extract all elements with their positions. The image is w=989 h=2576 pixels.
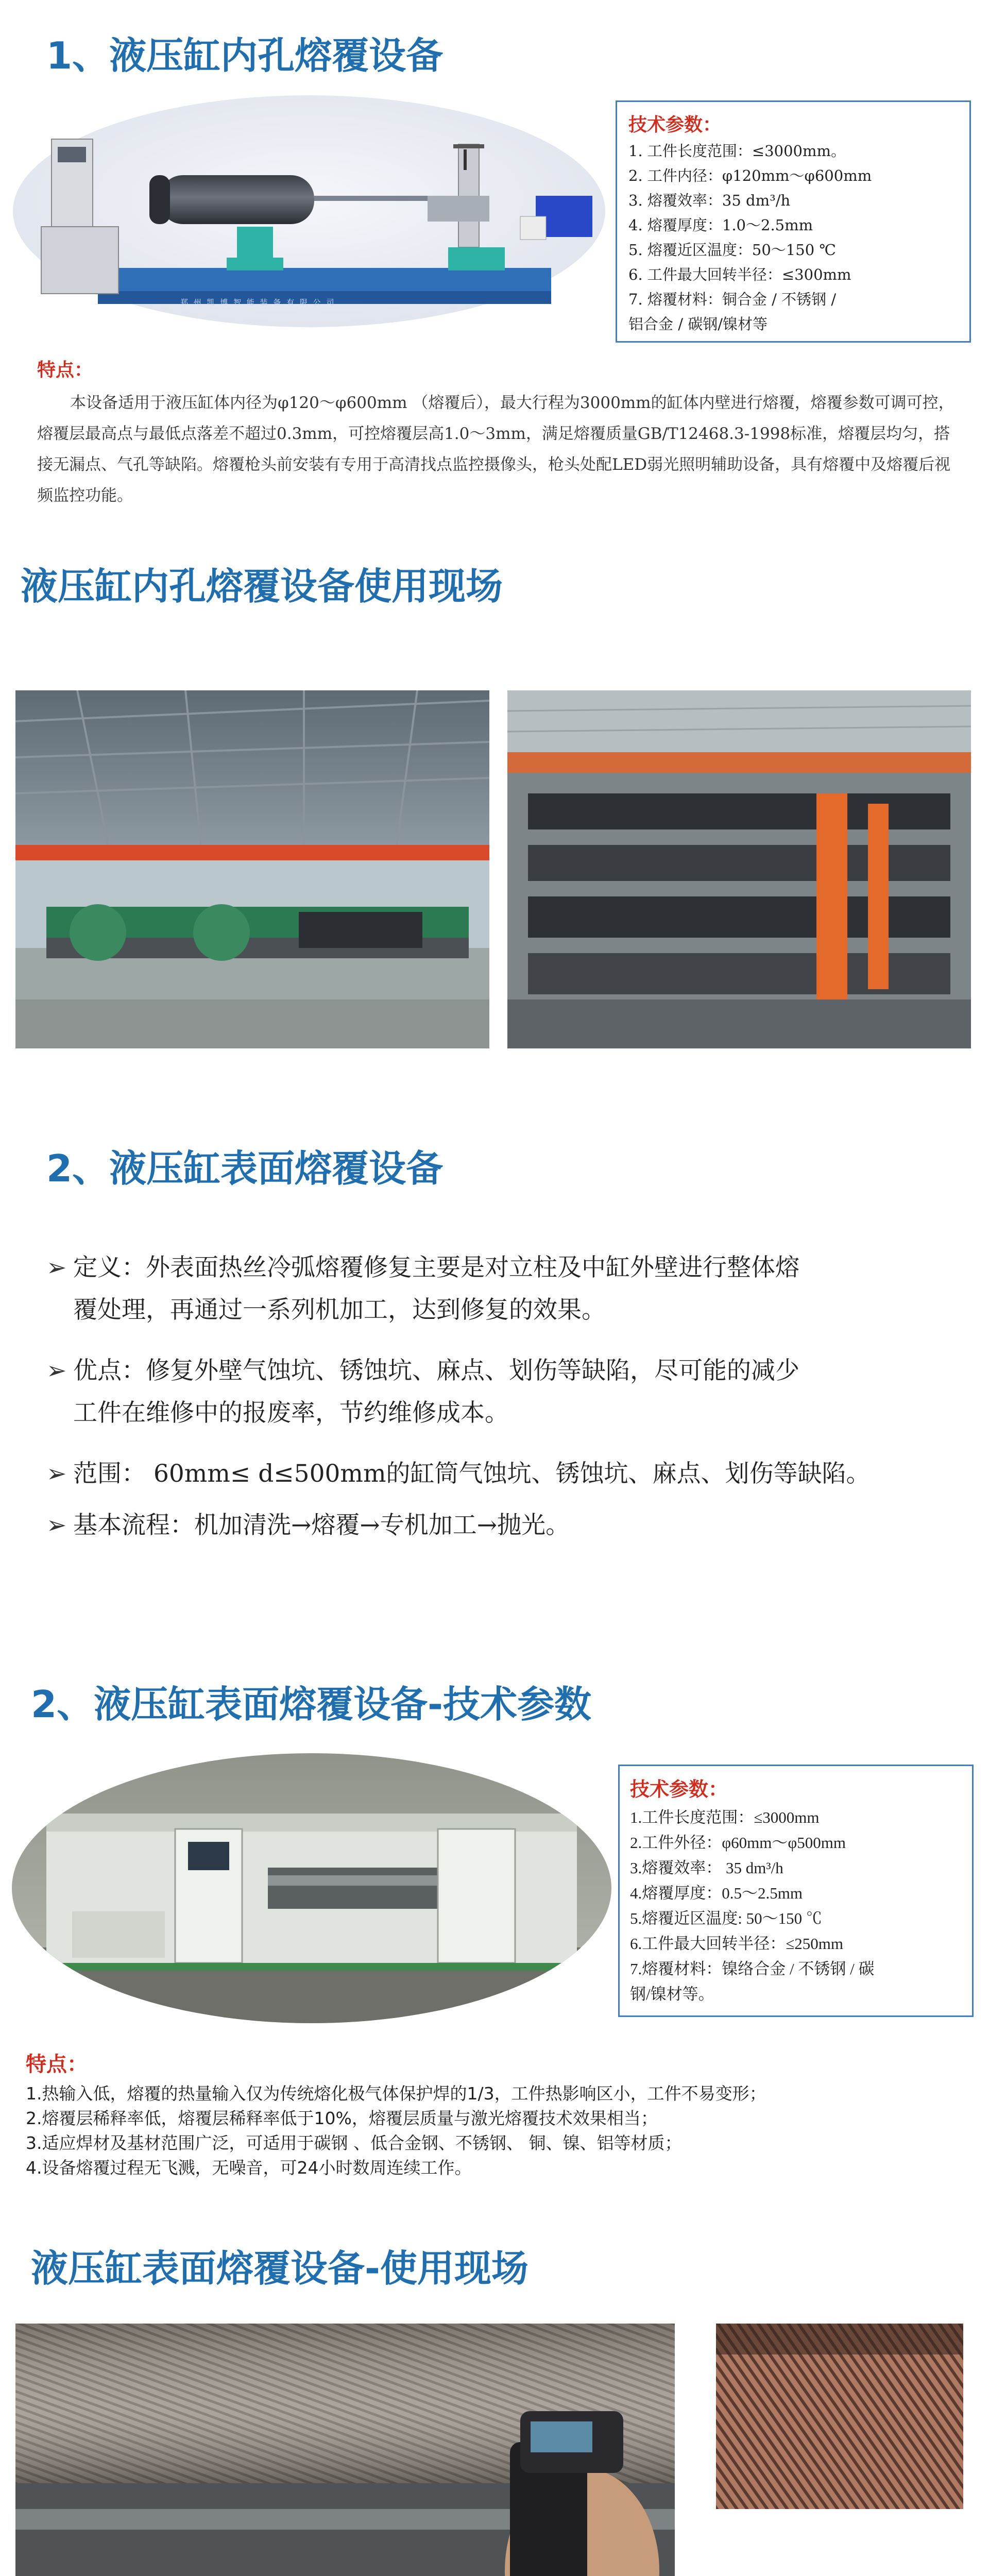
range-bullet <box>46 1453 958 1495</box>
site2-photo-main <box>15 2324 675 2576</box>
bullet-arrow-icon: ➢ <box>46 1460 67 1488</box>
bullet-head: 优点： <box>73 1357 146 1385</box>
feature-item: 3.适应焊材及基材范围广泛，可适用于碳钢 、低合金钢、不锈钢、 铜、镍、铝等材质； <box>26 2133 682 2153</box>
feature-item: 1.热输入低，熔覆的热量输入仅为传统熔化极气体保护焊的1/3，工件热影响区小，工件不易变形； <box>26 2083 766 2104</box>
bullet-text-line2: 覆处理，再通过一系列机加工，达到修复的效果。 <box>73 1296 606 1324</box>
param-line: 5.熔覆近区温度: 50～150 ℃ <box>630 1909 822 1927</box>
site1-photo-left <box>15 690 489 1048</box>
section2-title: 2、液压缸表面熔覆设备 <box>46 1147 444 1190</box>
bullet-text: 机加清洗→熔覆→专机加工→抛光。 <box>194 1511 570 1539</box>
params-title: 技术参数： <box>630 1778 728 1801</box>
param-line: 7.熔覆材料：镍络合金 / 不锈钢 / 碳 <box>630 1960 875 1978</box>
feature-item: 2.熔覆层稀释率低，熔覆层稀释率低于10%，熔覆层质量与激光熔覆技术效果相当； <box>26 2108 658 2128</box>
bullet-text-line2: 工件在维修中的报废率，节约维修成本。 <box>73 1399 509 1427</box>
param-line: 3.熔覆效率： 35 dm³/h <box>630 1859 783 1877</box>
definition-bullet <box>46 1247 958 1331</box>
section3-title: 2、液压缸表面熔覆设备-技术参数 <box>31 1683 591 1726</box>
section1-features-text: 本设备适用于液压缸体内径为φ120～φ600mm （熔覆后），最大行程为3000mm的缸体内壁进行熔覆，熔覆参数可调可控，熔覆层最高点与最低点落差不超过0.3mm，可控熔覆层高1.0～3mm，满足熔覆质量GB/T12468.3-1998标准，熔覆层均匀，搭接无漏点、气孔等缺陷。熔覆枪头前安装有专用于高清找点监控摄像头，枪头处配LED弱光照明辅助设备，具有熔覆中及熔覆后视频监控功能。 <box>37 394 954 505</box>
param-line: 3. 熔覆效率：35 dm³/h <box>628 192 791 209</box>
bullet-text: 外表面热丝冷弧熔覆修复主要是对立柱及中缸外壁进行整体熔 <box>146 1253 799 1282</box>
param-line: 铝合金 / 碳钢/镍材等 <box>628 315 768 333</box>
param-line: 6. 工件最大回转半径：≤300mm <box>628 266 851 283</box>
surface-machine-photo <box>10 1752 613 2025</box>
section3-features-title: 特点： <box>26 2053 88 2076</box>
param-line: 4. 熔覆厚度：1.0～2.5mm <box>628 216 813 234</box>
section1-title: 1、液压缸内孔熔覆设备 <box>46 34 444 77</box>
machine-plate-text: 郑 州 凯 博 智 能 装 备 有 限 公 司 <box>180 298 336 307</box>
param-line: 6.工件最大回转半径：≤250mm <box>630 1935 843 1953</box>
process-bullet <box>46 1504 958 1547</box>
bullet-arrow-icon: ➢ <box>46 1253 67 1282</box>
param-line: 1. 工件长度范围：≤3000mm。 <box>628 142 846 160</box>
section1-params-box <box>616 100 971 343</box>
section1-features-title: 特点： <box>37 359 93 381</box>
section3-params-box <box>618 1765 974 2017</box>
site1-photo-right <box>507 690 971 1048</box>
feature-item: 4.设备熔覆过程无飞溅，无噪音，可24小时数周连续工作。 <box>26 2158 472 2178</box>
bullet-arrow-icon: ➢ <box>46 1511 67 1539</box>
param-line: 2. 工件内径：φ120mm～φ600mm <box>628 167 872 184</box>
param-line: 1.工件长度范围：≤3000mm <box>630 1808 820 1826</box>
param-line: 7. 熔覆材料：铜合金 / 不锈钢 / <box>628 291 837 308</box>
inner-bore-machine-illustration <box>10 93 608 330</box>
bullet-head: 基本流程： <box>73 1511 194 1539</box>
site2-photo-surface-closeup <box>716 2324 963 2509</box>
bullet-text: 修复外壁气蚀坑、锈蚀坑、麻点、划伤等缺陷，尽可能的减少 <box>146 1357 799 1385</box>
bullet-head: 定义： <box>73 1253 146 1282</box>
param-line: 钢/镍材等。 <box>630 1985 714 2003</box>
site2-title: 液压缸表面熔覆设备-使用现场 <box>31 2247 528 2290</box>
param-line: 5. 熔覆近区温度：50～150 ℃ <box>628 241 836 259</box>
params-title: 技术参数： <box>628 114 722 135</box>
bullet-arrow-icon: ➢ <box>46 1357 67 1385</box>
site1-title: 液压缸内孔熔覆设备使用现场 <box>21 565 503 608</box>
bullet-text: 60mm≤ d≤500mm的缸筒气蚀坑、锈蚀坑、麻点、划伤等缺陷。 <box>146 1460 871 1488</box>
bullet-head: 范围： <box>73 1460 146 1488</box>
section3-features-list <box>26 2081 974 2180</box>
param-line: 4.熔覆厚度：0.5～2.5mm <box>630 1884 803 1902</box>
param-line: 2.工件外径：φ60mm～φ500mm <box>630 1834 846 1852</box>
advantage-bullet <box>46 1350 958 1434</box>
